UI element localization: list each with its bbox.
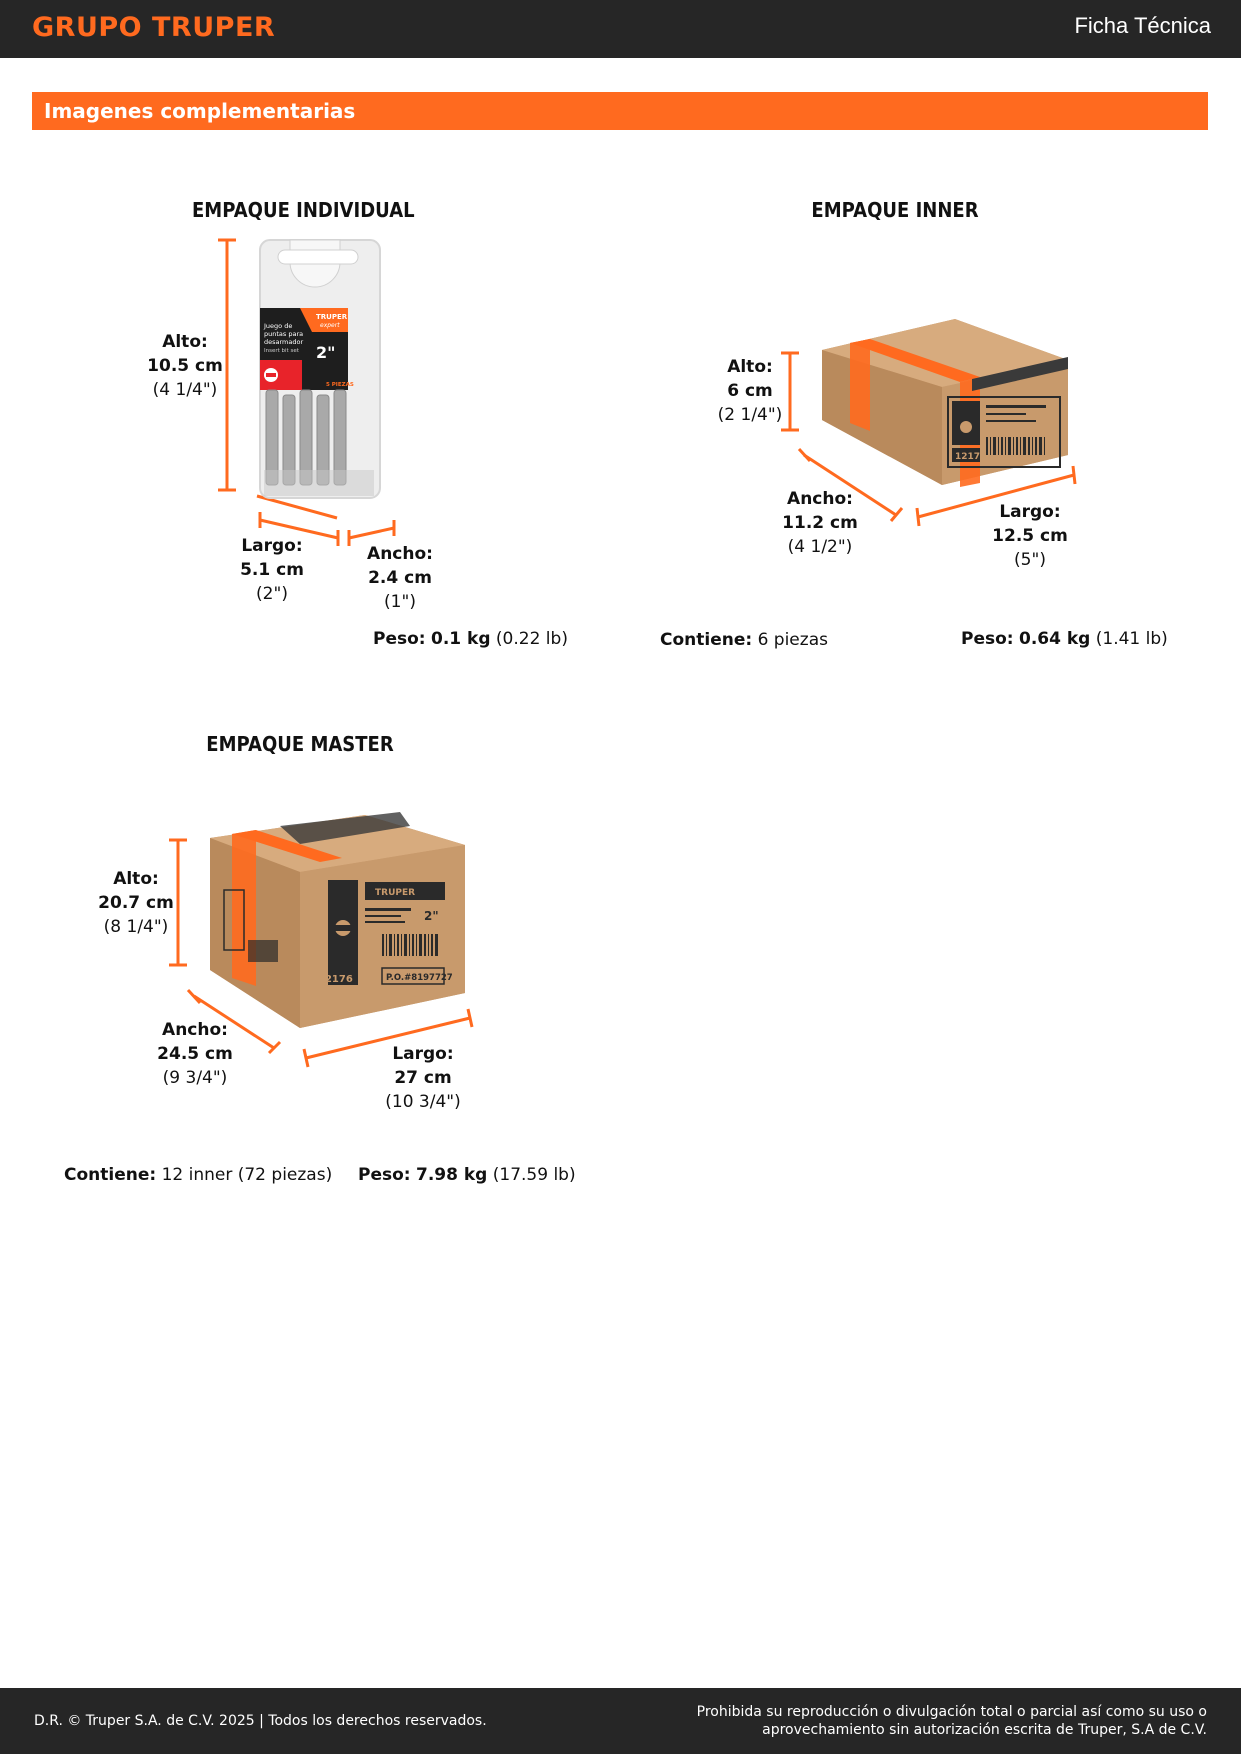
card-brand: TRUPER: [316, 313, 348, 321]
individual-alto-label: Alto: 10.5 cm (4 1/4"): [147, 332, 223, 400]
footer-bar: [0, 1688, 1241, 1754]
master-alto-label: Alto: 20.7 cm (8 1/4"): [98, 869, 174, 937]
svg-text:2": 2": [424, 909, 439, 923]
svg-text:2": 2": [316, 343, 336, 362]
section-bar: [32, 92, 1208, 130]
individual-title: EMPAQUE INDIVIDUAL: [192, 198, 415, 222]
svg-text:12176: 12176: [318, 974, 353, 985]
inner-title: EMPAQUE INNER: [811, 198, 979, 222]
header-bar: [0, 0, 1241, 58]
section-title: Imagenes complementarias: [44, 99, 356, 123]
footer-notice-line-1: Prohibida su reproducción o divulgación total o parcial así como su uso o: [696, 1704, 1207, 1720]
inner-peso: Peso: 0.64 kg (1.41 lb): [961, 629, 1168, 649]
header-title: Ficha Técnica: [1074, 13, 1211, 38]
inner-largo-label: Largo: 12.5 cm (5"): [992, 502, 1068, 570]
footer-notice-line-2: aprovechamiento sin autorización escrita de Truper, S.A de C.V.: [762, 1722, 1207, 1738]
svg-text:Juego de: Juego de: [264, 322, 293, 330]
svg-text:desarmador: desarmador: [264, 338, 304, 346]
brand-logo: GRUPO TRUPER: [32, 12, 276, 43]
footer-notice: [697, 1703, 1207, 1739]
master-contiene: Contiene: 12 inner (72 piezas): [64, 1165, 333, 1185]
master-title: EMPAQUE MASTER: [206, 732, 394, 756]
individual-ancho-label: Ancho: 2.4 cm (1"): [367, 544, 433, 612]
svg-text:5 PIEZAS: 5 PIEZAS: [326, 382, 354, 388]
svg-text:P.O.#8197727: P.O.#8197727: [386, 973, 453, 983]
master-largo-label: Largo: 27 cm (10 3/4"): [385, 1044, 461, 1112]
master-ancho-label: Ancho: 24.5 cm (9 3/4"): [157, 1020, 233, 1088]
individual-largo-label: Largo: 5.1 cm (2"): [240, 536, 304, 604]
individual-peso: Peso: 0.1 kg (0.22 lb): [373, 629, 568, 649]
inner-contiene: Contiene: 6 piezas: [660, 630, 828, 650]
master-peso: Peso: 7.98 kg (17.59 lb): [358, 1165, 576, 1185]
svg-text:12176: 12176: [955, 452, 987, 462]
svg-text:TRUPER: TRUPER: [375, 888, 416, 898]
footer-copyright: D.R. © Truper S.A. de C.V. 2025 | Todos los derechos reservados.: [34, 1713, 487, 1729]
inner-alto-label: Alto: 6 cm (2 1/4"): [717, 357, 783, 425]
svg-text:Insert bit set: Insert bit set: [264, 348, 299, 354]
svg-text:puntas para: puntas para: [264, 330, 304, 338]
svg-text:expert: expert: [320, 322, 340, 329]
inner-ancho-label: Ancho: 11.2 cm (4 1/2"): [782, 489, 858, 557]
